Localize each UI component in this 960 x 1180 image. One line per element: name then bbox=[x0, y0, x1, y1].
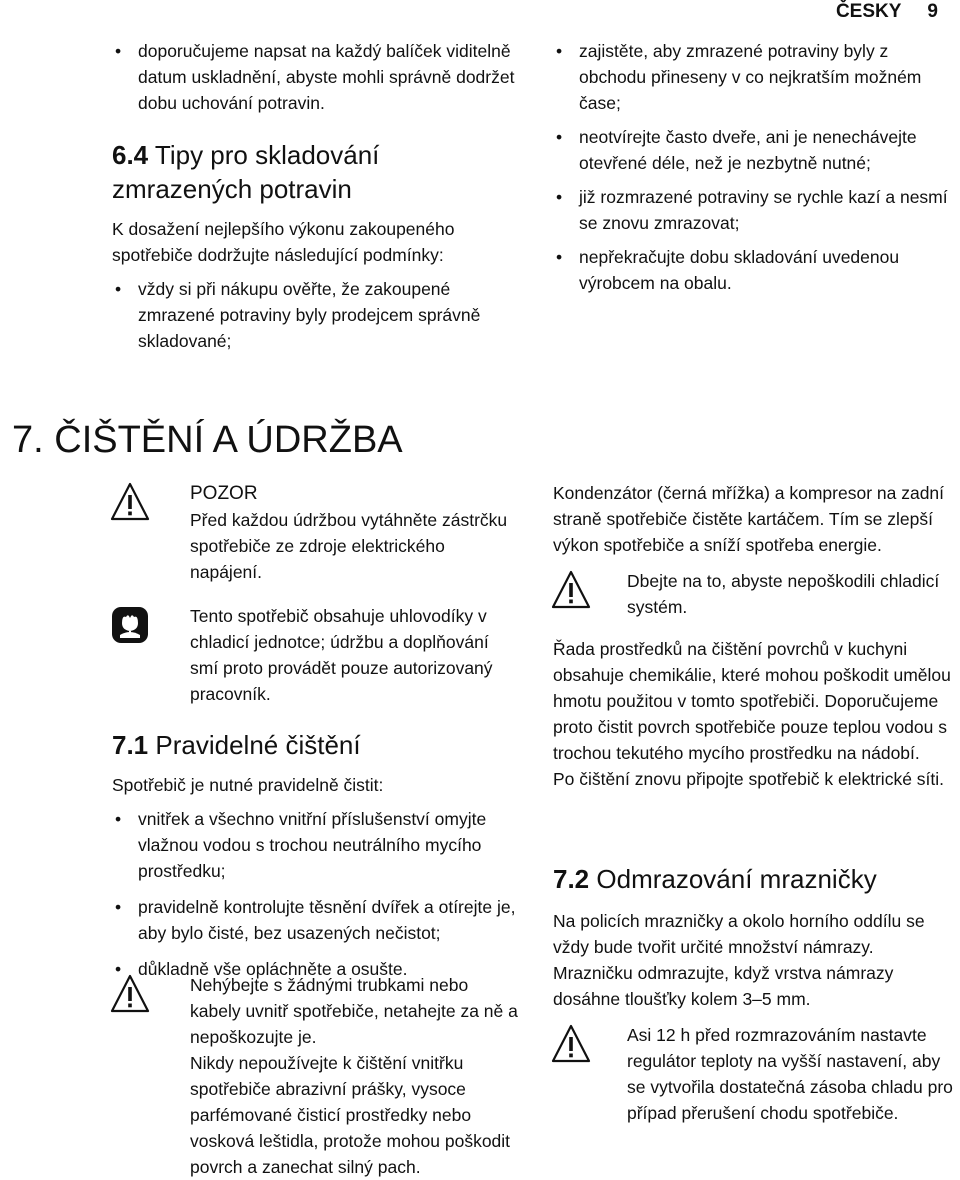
list-item: • zajistěte, aby zmrazené potraviny byly z obchodu přineseny v co nejkratším možném čase; bbox=[553, 38, 953, 116]
list-item: • vnitřek a všechno vnitřní příslušenství omyjte vlažnou vodou s trochou neutrálního mycího prostředku; bbox=[112, 806, 522, 884]
chapter-title: 7. ČIŠTĚNÍ A ÚDRŽBA bbox=[12, 419, 403, 461]
section-heading bbox=[112, 728, 522, 762]
caution-title: POZOR bbox=[190, 483, 258, 504]
section-7-2 bbox=[553, 862, 953, 1012]
warning-text: Nikdy nepoužívejte k čištění vnitřku spotřebiče abrazivní prášky, vysoce parfémované čisticí prostředky nebo vosková leštidla, protože mohou poškodit povrch a zanechat silný pach. bbox=[190, 1053, 511, 1177]
warning-triangle-icon bbox=[551, 570, 591, 610]
list-item: • nepřekračujte dobu skladování uvedenou výrobcem na obalu. bbox=[553, 244, 953, 296]
list-item: • důkladně vše opláchněte a osušte. bbox=[112, 956, 522, 982]
col1-top bbox=[112, 38, 522, 124]
list-item: • již rozmrazené potraviny se rychle kazí a nesmí se znovu zmrazovat; bbox=[553, 184, 953, 236]
environment-icon bbox=[110, 605, 150, 645]
section-7 bbox=[12, 418, 712, 462]
warning-text: Asi 12 h před rozmrazováním nastavte regulátor teploty na vyšší nastavení, aby se vytvořila dostatečná zásoba chladu pro případ přerušení chodu spotřebiče. bbox=[627, 1025, 953, 1123]
paragraph: Na policích mrazničky a okolo horního oddílu se vždy bude tvořit určité množství námrazy. Mrazničku odmrazujte, když vrstva námrazy dosáhne tloušťky kolem 3–5 mm. bbox=[553, 911, 925, 1009]
section-intro: Spotřebič je nutné pravidelně čistit: bbox=[112, 775, 384, 795]
section-title: Odmrazování mrazničky bbox=[596, 864, 877, 894]
list-item: • pravidelně kontrolujte těsnění dvířek a otírejte je, aby bylo čisté, bez usazených nečistot; bbox=[112, 894, 522, 946]
warning-text: Nehýbejte s žádnými trubkami nebo kabely uvnitř spotřebiče, netahejte za ně a nepoškozujte je. bbox=[190, 975, 518, 1047]
section-6-4 bbox=[112, 138, 522, 362]
section-number: 7.2 bbox=[553, 864, 590, 894]
page-number: 9 bbox=[927, 1, 938, 22]
paragraph: Řada prostředků na čištění povrchů v kuchyni obsahuje chemikálie, které mohou poškodit umělou hmotu použitou v tomto spotřebiči. Doporučujeme proto čistit povrch spotřebiče pouze teplou vodou s trochou tekutého mycího prostředku na nádobí. bbox=[553, 639, 951, 763]
warning-caution bbox=[190, 481, 520, 585]
section-number: 7.1 bbox=[112, 730, 149, 760]
page-header bbox=[836, 0, 938, 24]
warning-cleaning bbox=[190, 972, 520, 1180]
warning-cooling bbox=[627, 568, 953, 620]
section-intro: K dosažení nejlepšího výkonu zakoupeného spotřebiče dodržujte následující podmínky: bbox=[112, 219, 455, 265]
section-title: Tipy pro skladování zmrazených potravin bbox=[112, 140, 380, 204]
environment-note bbox=[190, 603, 520, 707]
paragraph: Kondenzátor (černá mřížka) a kompresor na zadní straně spotřebiče čistěte kartáčem. Tím se zlepší výkon spotřebiče a sníží spotřeba energie. bbox=[553, 483, 945, 555]
list-item: • doporučujeme napsat na každý balíček viditelně datum uskladnění, abyste mohli správně dodržet dobu uchování potravin. bbox=[112, 38, 522, 116]
section-number: 6.4 bbox=[112, 140, 149, 170]
list-item: • neotvírejte často dveře, ani je nenechávejte otevřené déle, než je nezbytně nutné; bbox=[553, 124, 953, 176]
col2-top bbox=[553, 38, 953, 304]
warning-triangle-icon bbox=[110, 482, 150, 522]
section-title: Pravidelné čištění bbox=[155, 730, 361, 760]
warning-triangle-icon bbox=[110, 974, 150, 1014]
paragraph: Po čištění znovu připojte spotřebič k elektrické síti. bbox=[553, 769, 945, 789]
section-heading bbox=[553, 862, 953, 896]
warning-triangle-icon bbox=[551, 1024, 591, 1064]
list-item: • vždy si při nákupu ověřte, že zakoupené zmrazené potraviny byly prodejcem správně skladované; bbox=[112, 276, 522, 354]
language-label: ČESKY bbox=[835, 1, 902, 22]
section-heading bbox=[112, 138, 522, 206]
section-7-1 bbox=[112, 728, 522, 992]
warning-text: Dbejte na to, abyste nepoškodili chladicí systém. bbox=[627, 571, 940, 617]
environment-text: Tento spotřebič obsahuje uhlovodíky v chladicí jednotce; údržbu a doplňování smí proto provádět pouze autorizovaný pracovník. bbox=[190, 606, 493, 704]
caution-text: Před každou údržbou vytáhněte zástrčku spotřebiče ze zdroje elektrického napájení. bbox=[190, 510, 508, 582]
col2-cleaning-text bbox=[553, 636, 953, 792]
warning-defrost bbox=[627, 1022, 953, 1126]
col2-bottom bbox=[553, 480, 953, 558]
